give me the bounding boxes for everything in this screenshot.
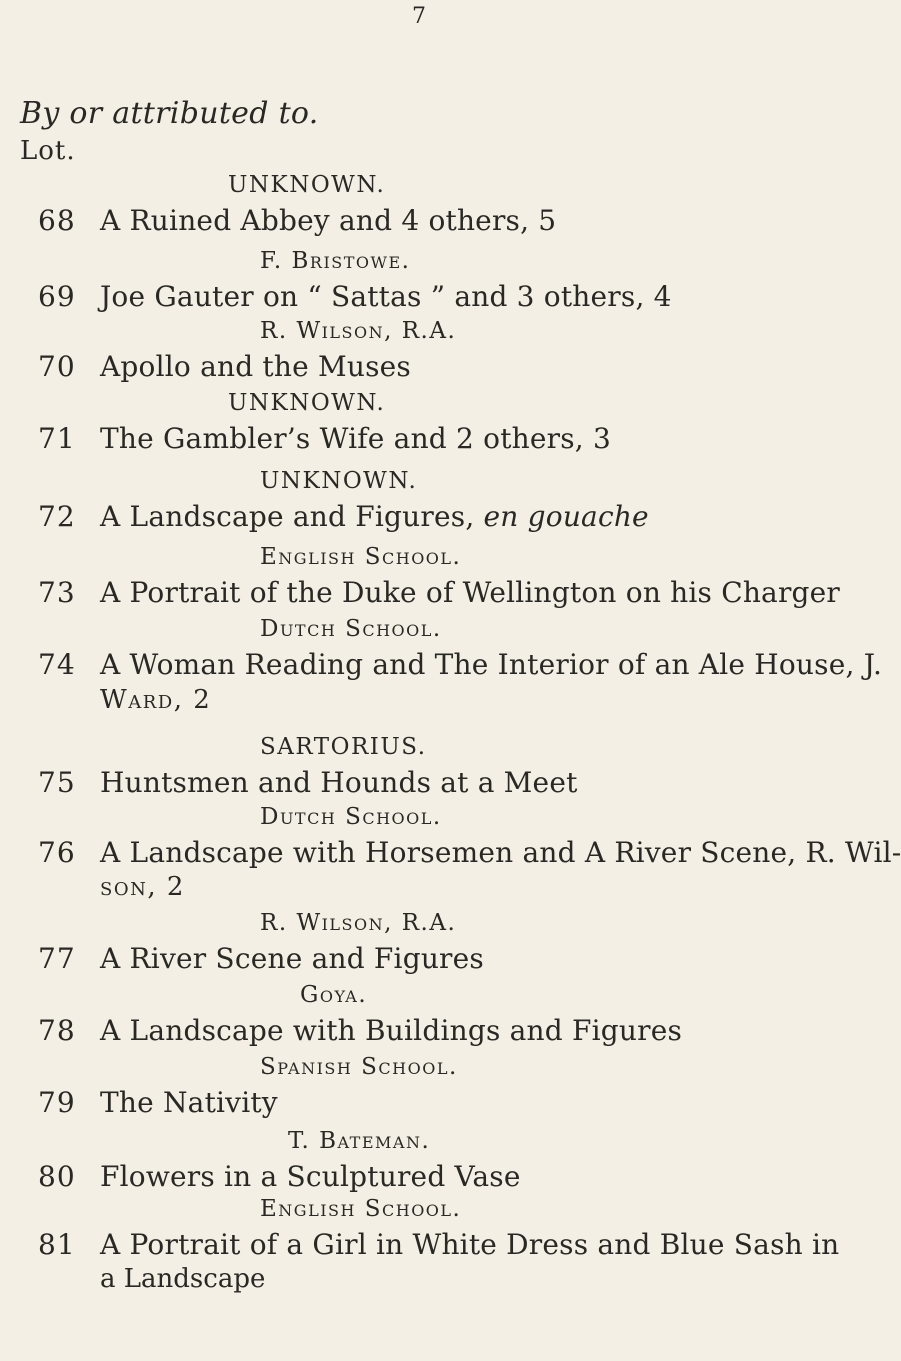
lot-number: 69 — [38, 280, 76, 313]
lot-attribution: English School. — [260, 1196, 462, 1222]
lot-attribution: F. Bristowe. — [260, 248, 411, 274]
lot-title: The Gambler’s Wife and 2 others, 3 — [100, 422, 612, 455]
lot-number: 76 — [38, 836, 76, 869]
lot-attribution: Goya. — [300, 982, 368, 1008]
lot-entry — [0, 1086, 800, 1126]
lot-number: 80 — [38, 1160, 76, 1193]
lot-title: A Landscape with Buildings and Figures — [100, 1014, 683, 1047]
lot-medium: en gouache — [483, 500, 649, 533]
lot-title-continuation: a Landscape — [100, 1264, 266, 1294]
lot-number: 81 — [38, 1228, 76, 1261]
lot-entry — [0, 1228, 840, 1268]
lot-entry — [0, 500, 800, 540]
lot-title: Huntsmen and Hounds at a Meet — [100, 766, 578, 799]
lot-number: 71 — [38, 422, 76, 455]
lot-number: 78 — [38, 1014, 76, 1047]
lot-attribution: UNKNOWN. — [260, 468, 418, 494]
lot-entry — [0, 648, 883, 688]
lot-title: Apollo and the Muses — [100, 350, 411, 383]
lot-title: A Woman Reading and The Interior of an Ale House, J. — [100, 648, 883, 681]
lot-entry — [0, 576, 841, 616]
column-heading-attribution: By or attributed to. — [20, 96, 319, 131]
lot-number: 77 — [38, 942, 76, 975]
lot-attribution: UNKNOWN. — [228, 172, 386, 198]
lot-number: 70 — [38, 350, 76, 383]
column-heading-lot: Lot. — [20, 136, 76, 166]
lot-number: 72 — [38, 500, 76, 533]
lot-attribution: R. Wilson, R.A. — [260, 318, 457, 344]
lot-number: 74 — [38, 648, 76, 681]
lot-entry — [0, 766, 800, 806]
lot-title: A Landscape with Horsemen and A River Scene, R. Wil- — [100, 836, 901, 869]
lot-title: A Landscape and Figures, en gouache — [100, 500, 649, 533]
lot-attribution: Dutch School. — [260, 616, 442, 642]
lot-entry — [0, 1014, 800, 1054]
lot-title: A Portrait of the Duke of Wellington on his Charger — [100, 576, 841, 609]
lot-entry — [0, 1160, 800, 1200]
lot-attribution: UNKNOWN. — [228, 390, 386, 416]
lot-number: 68 — [38, 204, 76, 237]
lot-entry — [0, 280, 800, 320]
lot-entry — [0, 942, 800, 982]
page-number: 7 — [412, 4, 426, 29]
lot-number: 73 — [38, 576, 76, 609]
lot-entry — [0, 350, 800, 390]
lot-attribution: T. Bateman. — [288, 1128, 431, 1154]
lot-title: The Nativity — [100, 1086, 278, 1119]
lot-title: Flowers in a Sculptured Vase — [100, 1160, 521, 1193]
lot-title: Joe Gauter on “ Sattas ” and 3 others, 4 — [100, 280, 672, 313]
lot-attribution: R. Wilson, R.A. — [260, 910, 457, 936]
lot-entry — [0, 836, 901, 876]
lot-title: A Portrait of a Girl in White Dress and Blue Sash in — [100, 1228, 840, 1261]
lot-title-continuation: son, 2 — [100, 872, 185, 902]
lot-title-continuation: Ward, 2 — [100, 685, 212, 715]
lot-title: A River Scene and Figures — [100, 942, 484, 975]
lot-entry — [0, 422, 800, 462]
lot-attribution: Dutch School. — [260, 804, 442, 830]
lot-number: 79 — [38, 1086, 76, 1119]
lot-number: 75 — [38, 766, 76, 799]
lot-title: A Ruined Abbey and 4 others, 5 — [100, 204, 557, 237]
lot-attribution: English School. — [260, 544, 462, 570]
lot-attribution: Spanish School. — [260, 1054, 458, 1080]
lot-entry — [0, 204, 800, 244]
lot-attribution: SARTORIUS. — [260, 734, 427, 760]
